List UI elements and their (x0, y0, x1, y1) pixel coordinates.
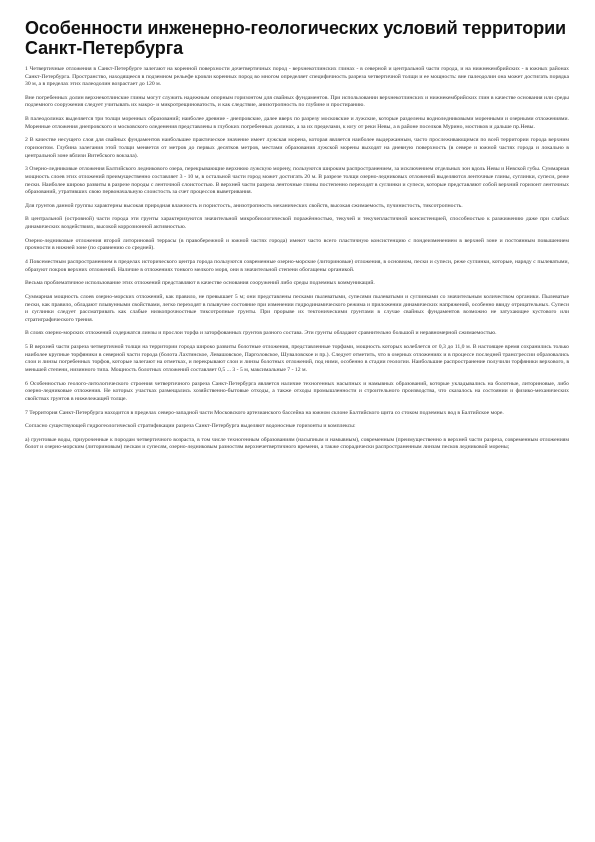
paragraph-13: 5 В верхней части разреза четвертичной толщи на территории города широко развиты болотные отложения, представленные торфами, мощность которых колеблется от 0,3 до 11,0 м. В настоящее время сохранились только наиболее крупные торфяники в северной части города (болота Лахтинское, Левашовское, Парголовское, Шуваловское и пр.). Следует отметить, что в озерных отложениях и в процессе последней трансгрессии образовались слои и линзы погребенных торфов, которые залегают на отметках, и перекрывают слои и линзы болотных отложений, под ними, особенно в стадии геологии. Наибольшие распространение получили торфяники верхового, в меньшей степени, низинного типа. Мощность болотных отложений составляет 0,5 ... 3 - 5 м, максимальные 7 - 12 м. (25, 344, 569, 373)
paragraph-4: 2 В качестве несущего слоя для свайных фундаментов наибольшее практическое значение имеет лужская морена, которая является наиболее выдержанным, часто прослеживающимся по всей территории города верхним горизонтом. Глубина залегания этой толщи меняется от метров до первых десятков метров, местами образования лужской морены выходят на дневную поверхность (в севере и южной частях города и локально в центральной зоне вблизи Витебского вокзала). (25, 137, 569, 159)
paragraph-11: Суммарная мощность слоев озерно-морских отложений, как правило, не превышает 5 м; они представлены песками пылеватыми, супесями пылеватыми и суглинками со значительным количеством органики. Пылеватые пески, как правило, обладают плывунными свойствами, легко переходят в плывучее состояние при изменении гидродинамического режима и приложении динамических напряжений, особенно ввиду отрицательных. Супеси и суглинки следует рассматривать как слабые низкопрочностные тиксотропные грунты. При прорыве их тектоническими грунтами в случае свайных фундаментов возможно не затухающее кустового или стратиграфического трения. (25, 294, 569, 323)
paragraph-5: 3 Озерно-ледниковые отложения Балтийского ледникового озера, перекрывающие верхнюю лужскую морену, пользуются широким распространением, за исключением отдельных зон вдоль Невы и Невской губы. Суммарная мощность слоев этих отложений преимущественно составляет 3 - 10 м, в остальной части город может достигать 20 м. В разрезе толщи озерно-ледниковых отложений выделяются ленточные глины, суглинки, супеси, реже пески. Наиболее широко развиты в разрезе породы с ленточной слоистостью. В верхней части разреза ленточные глины постепенно переходят в суглинки и супеси, которые представляют собой верхний горизонт ленточных образований, утративших свою первоначальную слоистость за счет процессов выветривания. (25, 166, 569, 196)
paragraph-3: В палеодолинах выделяется три толщи моренных образований; наиболее древние - днепровские, далее вверх по разрезу московские и лужские, которые разделены водноледниковыми моренными и озерными отложениями. Моренные отложения днепровского и московского оледенения представлены в глубоких погребенных долинах, а за их пределами, к югу от реки Невы, а в районе поселков Мурино, мостиков и дальше пр.Невы. (25, 116, 569, 130)
paragraph-14: 6 Особенностью геолого-литологического строения четвертичного разреза Санкт-Петербурга является наличие техногенных насыпных и намывных образований, которые укладывались на болотные, литориновые, либо озерно-ледниковые отложения. Не которых участках размещались хозяйственно-бытовые отходы, а также отходы промышленности и строительного производства, что сказалось на состоянии и физико-механических свойствах грунтов в нижележащей толще. (25, 380, 569, 402)
paragraph-8: Озерно-ледниковые отложения второй литориновой террасы (в правобережной и южной частях города) имеют часто всего пластичную консистенцию с пондеизменением в верхней зоне и постоянным повышением прочности в нижней зоне (по сравнению со средней). (25, 237, 569, 252)
paragraph-10: Весьма проблематичное использование этих отложений представляют в качестве основания сооружений либо среды подземных коммуникаций. (25, 280, 375, 287)
paragraph-9: 4 Повсеместным распространением в пределах исторического центра города пользуются современные озерно-морские (литориновые) отложения, в основном, пески и супеси, реже суглинки, которые, наряду с пылеватыми, образуют покров верхних отложений. Наличие в отложениях тонкого мелкого моря, они в значительной степени обогащены органикой. (25, 259, 569, 273)
paragraph-17: а) грунтовые воды, приуроченные к породам четвертичного возраста, в том числе техногенным образованиям (насыпным и намывным), современным (преимущественно в верхней части разреза, современным отложениям болот и озерно-морским (литориновым) пескам и супесям, озерно-ледниковым разностям верхнечетвертичного времени, а также спорадически распространенным линзам песков ледниковой морены; (25, 436, 569, 451)
paragraph-7: В центральной (островной) части города эти грунты характеризуются значительной микробиологической поражённостью, текучей и текучепластичной консистенцией, способностью к разжижению даже при слабых динамических воздействиях, высокой коррозионной активностью. (25, 216, 569, 231)
document-title: Особенности инженерно-геологических условий территории Санкт-Петербурга (25, 18, 567, 58)
paragraph-1: 1 Четвертичные отложения в Санкт-Петербурге залегают на коренной поверхности дочетвертичных пород - верхнекотлинских глинах - в северной и центральной части города, и на нижнекембрийских - в южных районах Санкт-Петербурга. Пространство, находящееся в подземном рельефе кровли коренных пород во многом определяет специфичность разреза четвертичной толщи и ее мощность: вне палеодолин она может достигать порядка 30 м, а в пределах этих палеодолин возрастает до 120 м. (25, 66, 569, 88)
paragraph-6: Для грунтов данной группы характерны высокая природная влажность и пористость, анизотропность механических свойств, высокая сжимаемость, пучинистость, тиксотропность. (25, 202, 463, 209)
paragraph-16: Согласно существующей гидрогеологической стратификации разреза Санкт-Петербурга выделяют водоносные горизонты и комплексы: (25, 423, 356, 430)
paragraph-12: В слоях озерно-морских отложений содержатся линзы и прослои торфа и заторфованных грунтов разного состава. Эти грунты обладают сравнительно большой и неравномерной сжимаемостью. (25, 330, 497, 337)
paragraph-2: Вне погребенных долин верхнекотлинские глины могут служить надежным опорным горизонтом для свайных фундаментов. При использовании верхнекотлинских и нижнекембрийских глин в качестве основания или среды подземного сооружения следует учитывать их макро- и микротрещиноватость, и как следствие, анизотропность по глубине и простиранию. (25, 94, 569, 109)
paragraph-15: 7 Территория Санкт-Петербурга находится в пределах северо-западной части Московского артезианского бассейна на южном склоне Балтийского щита со стоком подземных вод в Балтийское море. (25, 409, 504, 416)
document-body (25, 66, 569, 452)
